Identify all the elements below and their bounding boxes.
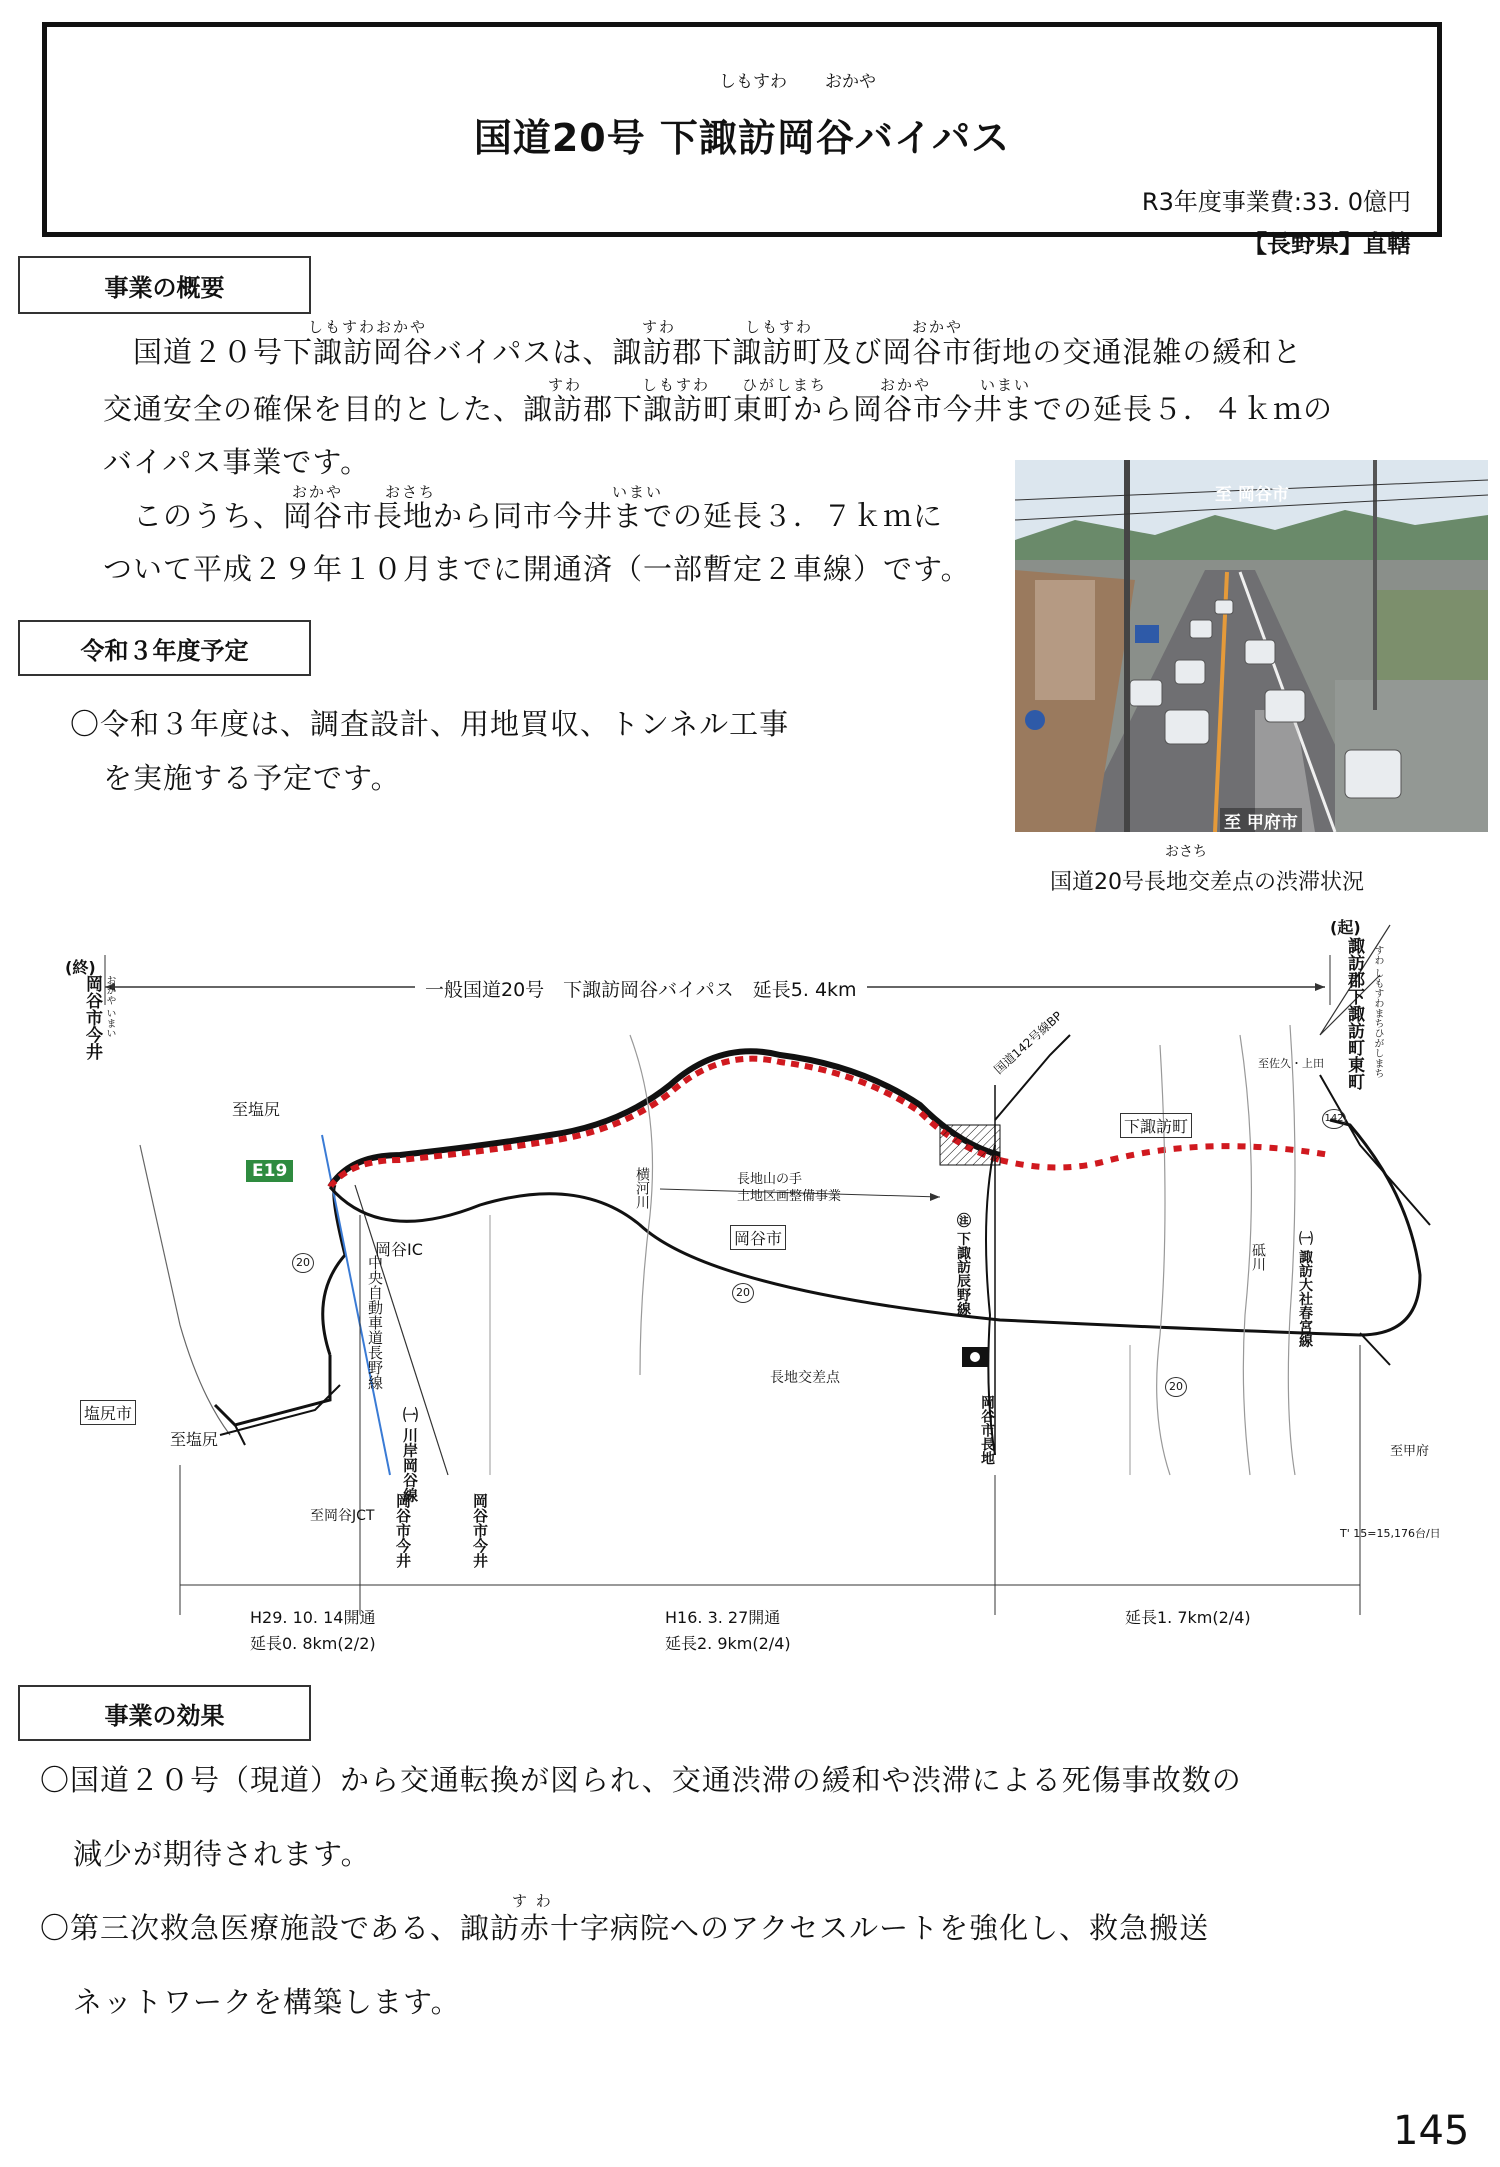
label-kawagishi-line: ㈠ 川岸岡谷線 bbox=[401, 1407, 419, 1503]
label-suwa-taisha-line: ㈠ 諏訪大社春宮線 bbox=[1297, 1231, 1313, 1348]
map-header: 一般国道20号 下諏訪岡谷バイパス 延長5. 4km bbox=[415, 975, 867, 1002]
map-start-label: (起) bbox=[1330, 918, 1361, 937]
overview-line-4: このうち、岡谷市長地から同市今井までの延長３．７ｋｍに bbox=[133, 499, 944, 533]
route-20-marker-b: 20 bbox=[732, 1283, 754, 1303]
furigana: いまい bbox=[612, 483, 664, 501]
label-to-shiojiri-bottom: 至塩尻 bbox=[170, 1430, 219, 1449]
segment-2-opened: H16. 3. 27開通 bbox=[665, 1608, 781, 1627]
label-to-saku: 至佐久・上田 bbox=[1258, 1057, 1324, 1070]
label-okaya-imai-1: 岡谷市今井 bbox=[394, 1493, 412, 1568]
label-okaya-imai-2: 岡谷市今井 bbox=[471, 1493, 489, 1568]
label-to-okaya-jct: 至岡谷JCT bbox=[310, 1508, 375, 1524]
plan-line-1: 〇令和３年度は、調査設計、用地買収、トンネル工事 bbox=[70, 707, 790, 741]
label-toga-river: 砥川 bbox=[1250, 1243, 1266, 1271]
overview-line-5: ついて平成２９年１０月までに開通済（一部暫定２車線）です。 bbox=[103, 552, 971, 586]
segment-1-length: 延長0. 8km(2/2) bbox=[250, 1634, 376, 1653]
label-okaya-ic: 岡谷IC bbox=[375, 1240, 423, 1259]
overview-line-1: 国道２０号下諏訪岡谷バイパスは、諏訪郡下諏訪町及び岡谷市街地の交通混雑の緩和と bbox=[133, 335, 1303, 369]
effects-line-4: ネットワークを構築します。 bbox=[73, 1985, 461, 2019]
label-to-shiojiri-top: 至塩尻 bbox=[232, 1100, 281, 1119]
map-start-ruby: すわ しもすわまちひがしまち bbox=[1372, 945, 1383, 1079]
overview-label: 事業の概要 bbox=[18, 256, 311, 314]
route-142-marker: 142 bbox=[1322, 1109, 1346, 1129]
title-box bbox=[42, 22, 1442, 258]
furigana: しもすわ bbox=[745, 318, 814, 336]
route-map bbox=[60, 915, 1450, 1675]
jurisdiction-text: 【長野県】直轄 bbox=[1243, 230, 1411, 258]
label-shimosuwa-town: 下諏訪町 bbox=[1120, 1113, 1192, 1138]
budget-text: R3年度事業費:33. 0億円 bbox=[1141, 188, 1411, 216]
overview-line-3: バイパス事業です。 bbox=[103, 445, 371, 479]
traffic-photo bbox=[1015, 460, 1488, 832]
page-title: 国道20号 下諏訪岡谷バイパス bbox=[473, 116, 1011, 160]
segment-1-opened: H29. 10. 14開通 bbox=[250, 1608, 376, 1627]
segment-3-length: 延長1. 7km(2/4) bbox=[1125, 1608, 1251, 1627]
label-nagaji-intersection: 長地交差点 bbox=[770, 1370, 840, 1386]
overview-line-2: 交通安全の確保を目的とした、諏訪郡下諏訪町東町から岡谷市今井までの延長５．４ｋｍの bbox=[103, 392, 1334, 426]
label-okaya-city: 岡谷市 bbox=[730, 1225, 786, 1250]
map-end-label: (終) bbox=[65, 958, 96, 977]
furigana: おさち bbox=[385, 483, 437, 501]
label-shiojiri-city: 塩尻市 bbox=[80, 1400, 136, 1425]
route-20-marker-a: 20 bbox=[292, 1253, 314, 1273]
label-traffic-note: T' 15=15,176台/日 bbox=[1340, 1527, 1441, 1540]
effects-label: 事業の効果 bbox=[18, 1685, 311, 1741]
plan-line-2: を実施する予定です。 bbox=[103, 761, 401, 795]
label-yokokawa: 横河川 bbox=[634, 1167, 650, 1209]
route-map-drawing bbox=[60, 915, 1450, 1675]
label-okaya-nagaji: 岡谷市長地 bbox=[979, 1395, 995, 1465]
furigana: しもすわおかや bbox=[308, 318, 428, 336]
map-end-place: 岡谷市今井 bbox=[82, 975, 102, 1060]
caption-ruby: おさち bbox=[1165, 844, 1207, 860]
effects-line-2: 減少が期待されます。 bbox=[73, 1837, 371, 1871]
traffic-photo-image bbox=[1015, 460, 1488, 832]
page-number: 145 bbox=[1393, 2108, 1470, 2154]
furigana: しもすわ bbox=[642, 376, 711, 394]
furigana: おかや bbox=[292, 483, 344, 501]
photo-caption: 国道20号長地交差点の渋滞状況 bbox=[1050, 870, 1364, 895]
furigana: すわ bbox=[548, 376, 583, 394]
label-to-kofu: 至甲府 bbox=[1390, 1444, 1430, 1459]
effects-line-3: 〇第三次救急医療施設である、諏訪赤十字病院へのアクセスルートを強化し、救急搬送 bbox=[40, 1911, 1210, 1945]
plan-label: 令和３年度予定 bbox=[18, 620, 311, 676]
map-start-place: 諏訪郡下諏訪町東町 bbox=[1344, 937, 1364, 1090]
label-nagaji-project: 長地山の手 土地区画整備事業 bbox=[737, 1172, 842, 1204]
furigana: すわ bbox=[642, 318, 677, 336]
effects-line-1: 〇国道２０号（現道）から交通転換が図られ、交通渋滞の緩和や渋滞による死傷事故数の bbox=[40, 1763, 1242, 1797]
segment-2-length: 延長2. 9km(2/4) bbox=[665, 1634, 791, 1653]
map-end-ruby: おかや いまい bbox=[104, 975, 115, 1039]
title-ruby-shimosuwa: しもすわ bbox=[719, 72, 787, 92]
label-shimosuwa-tatsuno-line: ㊟ 下諏訪辰野線 bbox=[955, 1213, 971, 1316]
route-20-marker-c: 20 bbox=[1165, 1377, 1187, 1397]
furigana: おかや bbox=[880, 376, 932, 394]
e19-badge: E19 bbox=[246, 1160, 293, 1182]
furigana: おかや bbox=[912, 318, 964, 336]
furigana: いまい bbox=[980, 376, 1032, 394]
photo-sign-bottom: 至 甲府市 bbox=[1220, 808, 1302, 832]
label-chuo-expressway: 中央自動車道長野線 bbox=[366, 1255, 384, 1390]
photo-sign-top: 至 岡谷市 bbox=[1215, 485, 1289, 505]
label-route142-bypass: 国道142号線BP bbox=[991, 1008, 1065, 1077]
furigana: ひがしまち bbox=[742, 376, 828, 394]
title-ruby-okaya: おかや bbox=[825, 72, 876, 92]
effects-ruby-suwa: す わ bbox=[512, 1892, 553, 1910]
